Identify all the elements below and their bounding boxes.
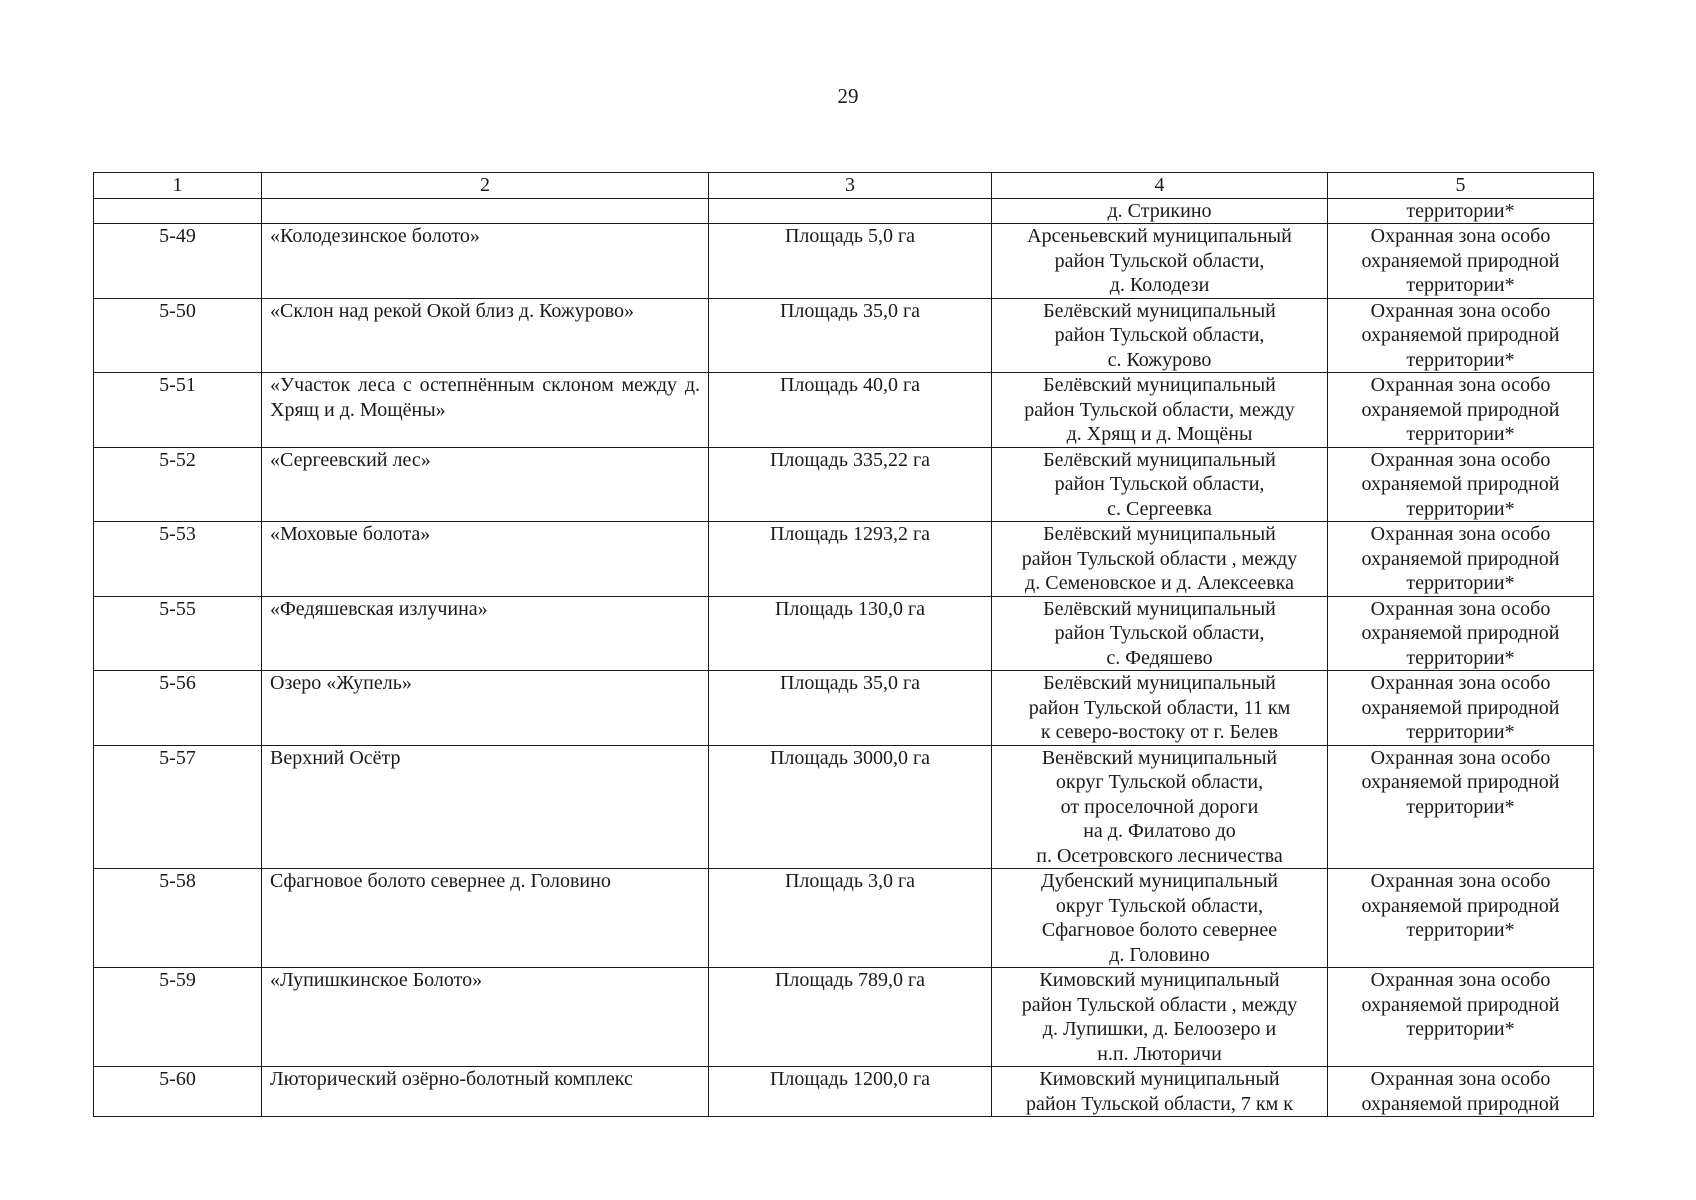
status-cell: территории* (1328, 198, 1594, 224)
location-cell: Белёвский муниципальный район Тульской области, с. Кожурово (992, 298, 1328, 373)
location-cell: д. Стрикино (992, 198, 1328, 224)
location-cell: Кимовский муниципальный район Тульской области , между д. Лупишки, д. Белоозеро и н.п. Люторичи (992, 968, 1328, 1067)
row-number-cell: 5-56 (94, 671, 262, 746)
area-name-cell: Озеро «Жупель» (262, 671, 709, 746)
area-size-cell: Площадь 3,0 га (709, 869, 992, 968)
status-cell: Охранная зона особо охраняемой природной территории* (1328, 373, 1594, 448)
table-row (94, 968, 1594, 1067)
area-name-cell: Сфагновое болото севернее д. Головино (262, 869, 709, 968)
area-size-cell: Площадь 3000,0 га (709, 745, 992, 869)
location-cell: Кимовский муниципальный район Тульской области, 7 км к (992, 1067, 1328, 1117)
area-size-cell: Площадь 789,0 га (709, 968, 992, 1067)
row-number-cell: 5-57 (94, 745, 262, 869)
continuation-row (94, 198, 1594, 224)
location-cell: Белёвский муниципальный район Тульской области , между д. Семеновское и д. Алексеевка (992, 522, 1328, 597)
area-size-cell: Площадь 5,0 га (709, 224, 992, 299)
area-name-cell: «Склон над рекой Окой близ д. Кожурово» (262, 298, 709, 373)
column-number-header: 5 (1328, 173, 1594, 199)
status-cell: Охранная зона особо охраняемой природной территории* (1328, 522, 1594, 597)
status-cell: Охранная зона особо охраняемой природной территории* (1328, 596, 1594, 671)
table-row (94, 373, 1594, 448)
row-number-cell: 5-55 (94, 596, 262, 671)
table-row (94, 1067, 1594, 1117)
table-header-row (94, 173, 1594, 199)
row-number-cell: 5-60 (94, 1067, 262, 1117)
status-cell: Охранная зона особо охраняемой природной территории* (1328, 671, 1594, 746)
area-size-cell: Площадь 35,0 га (709, 671, 992, 746)
table-row (94, 671, 1594, 746)
protected-areas-table (93, 172, 1594, 1117)
area-name-cell: «Лупишкинское Болото» (262, 968, 709, 1067)
location-cell: Белёвский муниципальный район Тульской области, 11 км к северо-востоку от г. Белев (992, 671, 1328, 746)
table-row (94, 447, 1594, 522)
page-number: 29 (837, 84, 859, 108)
row-number-cell: 5-58 (94, 869, 262, 968)
area-name-cell: «Федяшевская излучина» (262, 596, 709, 671)
table-row (94, 224, 1594, 299)
status-cell: Охранная зона особо охраняемой природной территории* (1328, 224, 1594, 299)
area-size-cell: Площадь 1200,0 га (709, 1067, 992, 1117)
row-number-cell: 5-49 (94, 224, 262, 299)
area-size-cell: Площадь 335,22 га (709, 447, 992, 522)
status-cell: Охранная зона особо охраняемой природной территории* (1328, 298, 1594, 373)
column-number-header: 4 (992, 173, 1328, 199)
table-row (94, 298, 1594, 373)
row-number-cell: 5-52 (94, 447, 262, 522)
area-size-cell: Площадь 35,0 га (709, 298, 992, 373)
status-cell: Охранная зона особо охраняемой природной территории* (1328, 968, 1594, 1067)
area-name-cell: «Сергеевский лес» (262, 447, 709, 522)
row-number-cell: 5-59 (94, 968, 262, 1067)
row-number-cell: 5-53 (94, 522, 262, 597)
row-number-cell: 5-51 (94, 373, 262, 448)
status-cell: Охранная зона особо охраняемой природной территории* (1328, 745, 1594, 869)
empty-cell (262, 198, 709, 224)
table-row (94, 522, 1594, 597)
area-name-cell: Верхний Осётр (262, 745, 709, 869)
area-name-cell: «Участок леса с остепнённым склоном между д. Хрящ и д. Мощёны» (262, 373, 709, 448)
area-name-cell: «Моховые болота» (262, 522, 709, 597)
location-cell: Белёвский муниципальный район Тульской области, с. Федяшево (992, 596, 1328, 671)
location-cell: Белёвский муниципальный район Тульской области, между д. Хрящ и д. Мощёны (992, 373, 1328, 448)
status-cell: Охранная зона особо охраняемой природной (1328, 1067, 1594, 1117)
area-name-cell: «Колодезинское болото» (262, 224, 709, 299)
status-cell: Охранная зона особо охраняемой природной территории* (1328, 869, 1594, 968)
column-number-header: 1 (94, 173, 262, 199)
area-size-cell: Площадь 130,0 га (709, 596, 992, 671)
location-cell: Белёвский муниципальный район Тульской области, с. Сергеевка (992, 447, 1328, 522)
area-name-cell: Люторический озёрно-болотный комплекс (262, 1067, 709, 1117)
location-cell: Арсеньевский муниципальный район Тульской области, д. Колодези (992, 224, 1328, 299)
location-cell: Дубенский муниципальный округ Тульской области, Сфагновое болото севернее д. Головино (992, 869, 1328, 968)
area-size-cell: Площадь 40,0 га (709, 373, 992, 448)
row-number-cell: 5-50 (94, 298, 262, 373)
table-row (94, 596, 1594, 671)
column-number-header: 2 (262, 173, 709, 199)
empty-cell (94, 198, 262, 224)
column-number-header: 3 (709, 173, 992, 199)
empty-cell (709, 198, 992, 224)
table-row (94, 745, 1594, 869)
status-cell: Охранная зона особо охраняемой природной территории* (1328, 447, 1594, 522)
location-cell: Венёвский муниципальный округ Тульской области, от проселочной дороги на д. Филатово до п. Осетровского лесничества (992, 745, 1328, 869)
table-row (94, 869, 1594, 968)
area-size-cell: Площадь 1293,2 га (709, 522, 992, 597)
